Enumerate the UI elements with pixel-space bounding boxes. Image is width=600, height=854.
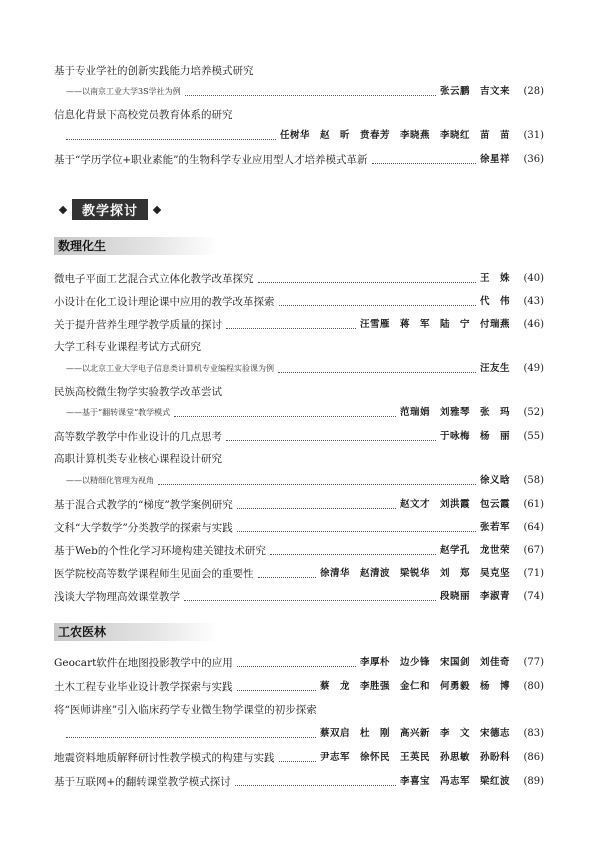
toc-entry-row [54, 544, 544, 558]
toc-entry-row [54, 129, 544, 143]
toc-entry-title: 地震资料地质解释研讨性教学模式的构建与实践 [54, 752, 275, 764]
toc-entry-authors: 张云鹏 吉文来 [439, 86, 510, 97]
toc-entry-authors: 张若军 [479, 522, 510, 533]
toc-entry-title: 基于混合式教学的“梯度”教学案例研究 [54, 499, 233, 511]
toc-entry-row [54, 727, 544, 741]
category-title: 数理化生 [54, 237, 218, 255]
toc-entry-title: Geocart软件在地图投影教学中的应用 [54, 657, 233, 669]
toc-entry-authors: 代 伟 [479, 296, 510, 307]
leader-dots [279, 298, 476, 306]
toc-entry-title: 文科“大学数学”分类教学的探索与实践 [54, 522, 233, 534]
toc-entry-authors: 范瑞娟 刘雅琴 张 玛 [399, 407, 510, 418]
toc-entry-authors: 于咏梅 杨 丽 [439, 431, 510, 442]
toc-entry-page: (64) [523, 522, 544, 533]
toc-entry-page: (67) [523, 545, 544, 556]
toc-entry-title: 将“医师讲座”引入临床药学专业微生物学课堂的初步探索 [54, 704, 317, 716]
toc-entry-row [54, 474, 544, 488]
leader-dots [235, 778, 396, 786]
toc-entry-title: 高等数学教学中作业设计的几点思考 [54, 431, 222, 443]
toc-entry-row [54, 406, 544, 420]
toc-entry-page: (89) [523, 776, 544, 787]
toc-entry-page: (55) [523, 431, 544, 442]
toc-entry-authors: 赵文才 刘洪霞 包云霞 [399, 499, 510, 510]
toc-entry-page: (46) [523, 319, 544, 330]
toc-entry-page: (52) [523, 407, 544, 418]
toc-entry-page: (86) [523, 752, 544, 763]
toc-entry-page: (77) [523, 657, 544, 668]
leader-dots [279, 754, 316, 762]
leader-dots [258, 570, 316, 578]
toc-entry-authors: 赵学孔 龙世荣 [439, 545, 510, 556]
toc-entry-page: (83) [523, 728, 544, 739]
toc-entry-title: 基于专业学社的创新实践能力培养模式研究 [54, 65, 254, 77]
toc-entry-row [54, 498, 544, 512]
toc-entry-page: (58) [523, 475, 544, 486]
toc-entry-page: (40) [523, 273, 544, 284]
leader-dots [270, 547, 436, 555]
toc-entry-authors: 李厚朴 边少锋 宋国剑 刘佳奇 [359, 657, 510, 668]
toc-entry-row [54, 153, 544, 167]
toc-entry-row [54, 680, 544, 694]
toc-entry-authors: 汪友生 [479, 363, 510, 374]
leader-dots [184, 593, 436, 601]
toc-entry-row [54, 318, 544, 332]
toc-entry-title: 基于互联网+的翻转课堂教学模式探讨 [54, 776, 231, 788]
leader-dots [237, 524, 476, 532]
leader-dots [158, 477, 476, 485]
leader-dots [226, 433, 436, 441]
leader-dots [226, 321, 356, 329]
toc-entry-authors: 段晓丽 李淑青 [439, 591, 510, 602]
toc-entry-authors: 徐星祥 [479, 154, 510, 165]
category-title: 工农医林 [54, 623, 218, 641]
toc-entry-subtitle: ——以南京工业大学3S学社为例 [66, 87, 181, 96]
leader-dots [174, 409, 396, 417]
toc-entry-authors: 尹志军 徐怀民 王英民 孙思敏 孙盼科 [319, 752, 510, 763]
toc-entry-authors: 徐清华 赵清波 梁锐华 刘 郑 吴克坚 [319, 568, 510, 579]
toc-entry-authors: 蔡双启 杜 刚 高兴新 李 文 宋德志 [319, 728, 510, 739]
toc-entry-page: (49) [523, 363, 544, 374]
toc-entry-authors: 王 姝 [479, 273, 510, 284]
toc-entry-subtitle: ——基于“翻转课堂”教学模式 [66, 408, 171, 417]
leader-dots [66, 132, 276, 140]
toc-entry-row [54, 272, 544, 286]
toc-entry-row [54, 590, 544, 604]
toc-entry-title: 微电子平面工艺混合式立体化教学改革探究 [54, 273, 254, 285]
toc-entry-page: (43) [523, 296, 544, 307]
leader-dots [372, 156, 476, 164]
leader-dots [237, 659, 356, 667]
toc-entry-title: 高职计算机类专业核心课程设计研究 [54, 453, 222, 465]
toc-entry-page: (80) [523, 681, 544, 692]
toc-entry-subtitle: ——以北京工业大学电子信息类计算机专业编程实验课为例 [66, 364, 274, 373]
leader-dots [237, 683, 316, 691]
toc-entry-row [54, 775, 544, 789]
toc-entry-title: 关于提升营养生理学教学质量的探讨 [54, 319, 222, 331]
toc-entry-title: 大学工科专业课程考试方式研究 [54, 341, 201, 353]
toc-entry-page: (71) [523, 568, 544, 579]
leader-dots [278, 365, 476, 373]
leader-dots [66, 730, 316, 738]
toc-entry-title: 基于Web的个性化学习环境构建关键技术研究 [54, 545, 266, 557]
toc-entry-page: (28) [523, 86, 544, 97]
toc-entry-row [54, 521, 544, 535]
toc-entry-row [54, 567, 544, 581]
toc-entry-row [54, 362, 544, 376]
diamond-icon [153, 205, 161, 213]
leader-dots [185, 88, 436, 96]
toc-entry-title: 信息化背景下高校党员教育体系的研究 [54, 109, 233, 121]
toc-entry-title: 医学院校高等数学课程师生见面会的重要性 [54, 568, 254, 580]
toc-entry-authors: 蔡 龙 李胜强 金仁和 何勇毅 杨 博 [319, 681, 510, 692]
diamond-icon [59, 205, 67, 213]
toc-entry-row [54, 751, 544, 765]
toc-entry-title: 小设计在化工设计理论课中应用的教学改革探索 [54, 296, 275, 308]
toc-entry-authors: 徐义晗 [479, 475, 510, 486]
leader-dots [237, 501, 396, 509]
toc-entry-title: 民族高校微生物学实验教学改革尝试 [54, 386, 222, 398]
toc-entry-page: (36) [523, 154, 544, 165]
toc-entry-authors: 汪雪雁 蒋 军 陆 宁 付瑞燕 [359, 319, 510, 330]
toc-entry-row [54, 656, 544, 670]
toc-entry-title: 基于“学历学位+职业素能”的生物科学专业应用型人才培养模式革新 [54, 154, 368, 166]
leader-dots [258, 275, 476, 283]
toc-entry-authors: 李喜宝 冯志军 梁红波 [399, 776, 510, 787]
section-title: 教学探讨 [72, 199, 148, 220]
toc-entry-row [54, 295, 544, 309]
toc-entry-authors: 任树华 赵 昕 贲春芳 李晓燕 李晓红 苗 苗 [279, 130, 510, 141]
toc-entry-subtitle: ——以精细化管理为视角 [66, 476, 154, 485]
toc-entry-title: 浅谈大学物理高效课堂教学 [54, 591, 180, 603]
toc-entry-page: (74) [523, 591, 544, 602]
toc-entry-title: 土木工程专业毕业设计教学探索与实践 [54, 681, 233, 693]
toc-entry-page: (61) [523, 499, 544, 510]
toc-entry-row [54, 430, 544, 444]
toc-entry-page: (31) [523, 130, 544, 141]
toc-entry-row [54, 85, 544, 99]
section-header [54, 199, 166, 220]
